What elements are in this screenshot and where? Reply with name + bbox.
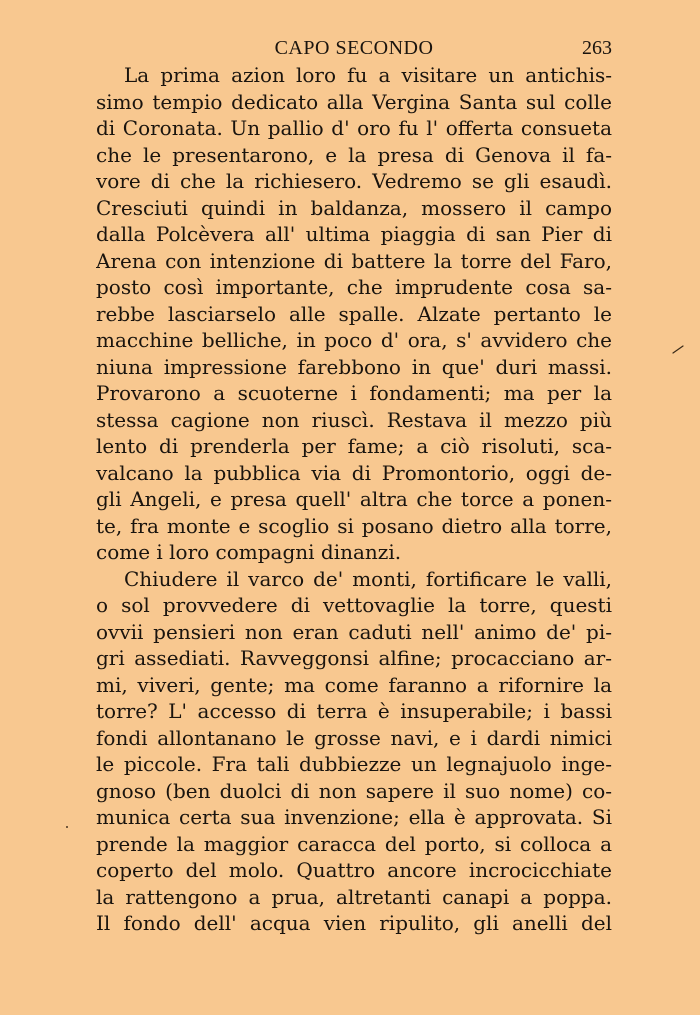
text-line: gli Angeli, e presa quell' altra che torce a ponen-: [96, 487, 612, 511]
text-line: gnoso (ben duolci di non sapere il suo nome) co-: [96, 778, 612, 803]
text-line: macchine belliche, in poco d' ora, s' avvidero che: [96, 328, 612, 352]
text-line: torre? L' accesso di terra è insuperabile; i bassi: [96, 699, 612, 723]
text-line: rebbe lasciarselo alle spalle. Alzate pertanto le: [96, 301, 612, 326]
text-line: ovvii pensieri non eran caduti nell' animo de' pi-: [96, 619, 612, 644]
text-line: te, fra monte e scoglio si posano dietro alla torre,: [96, 513, 612, 538]
text-line: fondi allontanano le grosse navi, e i dardi nimici: [96, 725, 612, 750]
body-text: [96, 62, 612, 937]
text-line: gri assediati. Ravveggonsi alfine; procacciano ar-: [96, 646, 612, 670]
text-line: dalla Polcèvera all' ultima piaggia di san Pier di: [96, 222, 612, 246]
text-line: Chiudere il varco de' monti, fortificare le valli,: [124, 566, 612, 591]
text-line: prende la maggior caracca del porto, si colloca a: [96, 831, 612, 856]
text-line: posto così importante, che imprudente cosa sa-: [96, 275, 612, 299]
text-line: Cresciuti quindi in baldanza, mossero il campo: [96, 195, 612, 220]
text-line: che le presentarono, e la presa di Genova il fa-: [96, 142, 612, 167]
text-line: Arena con intenzione di battere la torre del Faro,: [96, 248, 612, 273]
text-line: simo tempio dedicato alla Vergina Santa sul colle: [96, 89, 612, 114]
text-line: La prima azion loro fu a visitare un antichis-: [124, 63, 612, 87]
text-line: valcano la pubblica via di Promontorio, oggi de-: [96, 460, 612, 485]
paragraph: [96, 566, 612, 937]
text-line: di Coronata. Un pallio d' oro fu l' offerta consueta: [96, 116, 612, 140]
text-line: stessa cagione non riuscì. Restava il mezzo più: [96, 407, 612, 432]
text-line: la rattengono a prua, altretanti canapi a poppa.: [96, 884, 612, 909]
paragraph: [96, 62, 612, 566]
page-number: 263: [582, 37, 612, 59]
text-line: niuna impressione farebbono in que' duri massi.: [96, 354, 612, 379]
text-line: vore di che la richiesero. Vedremo se gli esaudì.: [96, 169, 612, 193]
margin-dot: [66, 826, 68, 828]
text-line: lento di prenderla per fame; a ciò risoluti, sca-: [96, 434, 612, 458]
text-line: come i loro compagni dinanzi.: [96, 540, 402, 564]
running-head: CAPO SECONDO: [274, 37, 434, 59]
text-line: Provarono a scuoterne i fondamenti; ma per la: [96, 381, 612, 405]
margin-mark: [672, 343, 684, 355]
text-line: mi, viveri, gente; ma come faranno a rifornire la: [96, 672, 612, 697]
page-header: [96, 35, 612, 61]
text-line: le piccole. Fra tali dubbiezze un legnajuolo inge-: [96, 752, 612, 776]
text-line: o sol provvedere di vettovaglie la torre, questi: [96, 593, 612, 617]
text-line: munica certa sua invenzione; ella è approvata. Si: [96, 805, 612, 829]
text-line: Il fondo dell' acqua vien ripulito, gli anelli del: [96, 911, 612, 935]
text-line: coperto del molo. Quattro ancore incrocicchiate: [96, 858, 612, 882]
